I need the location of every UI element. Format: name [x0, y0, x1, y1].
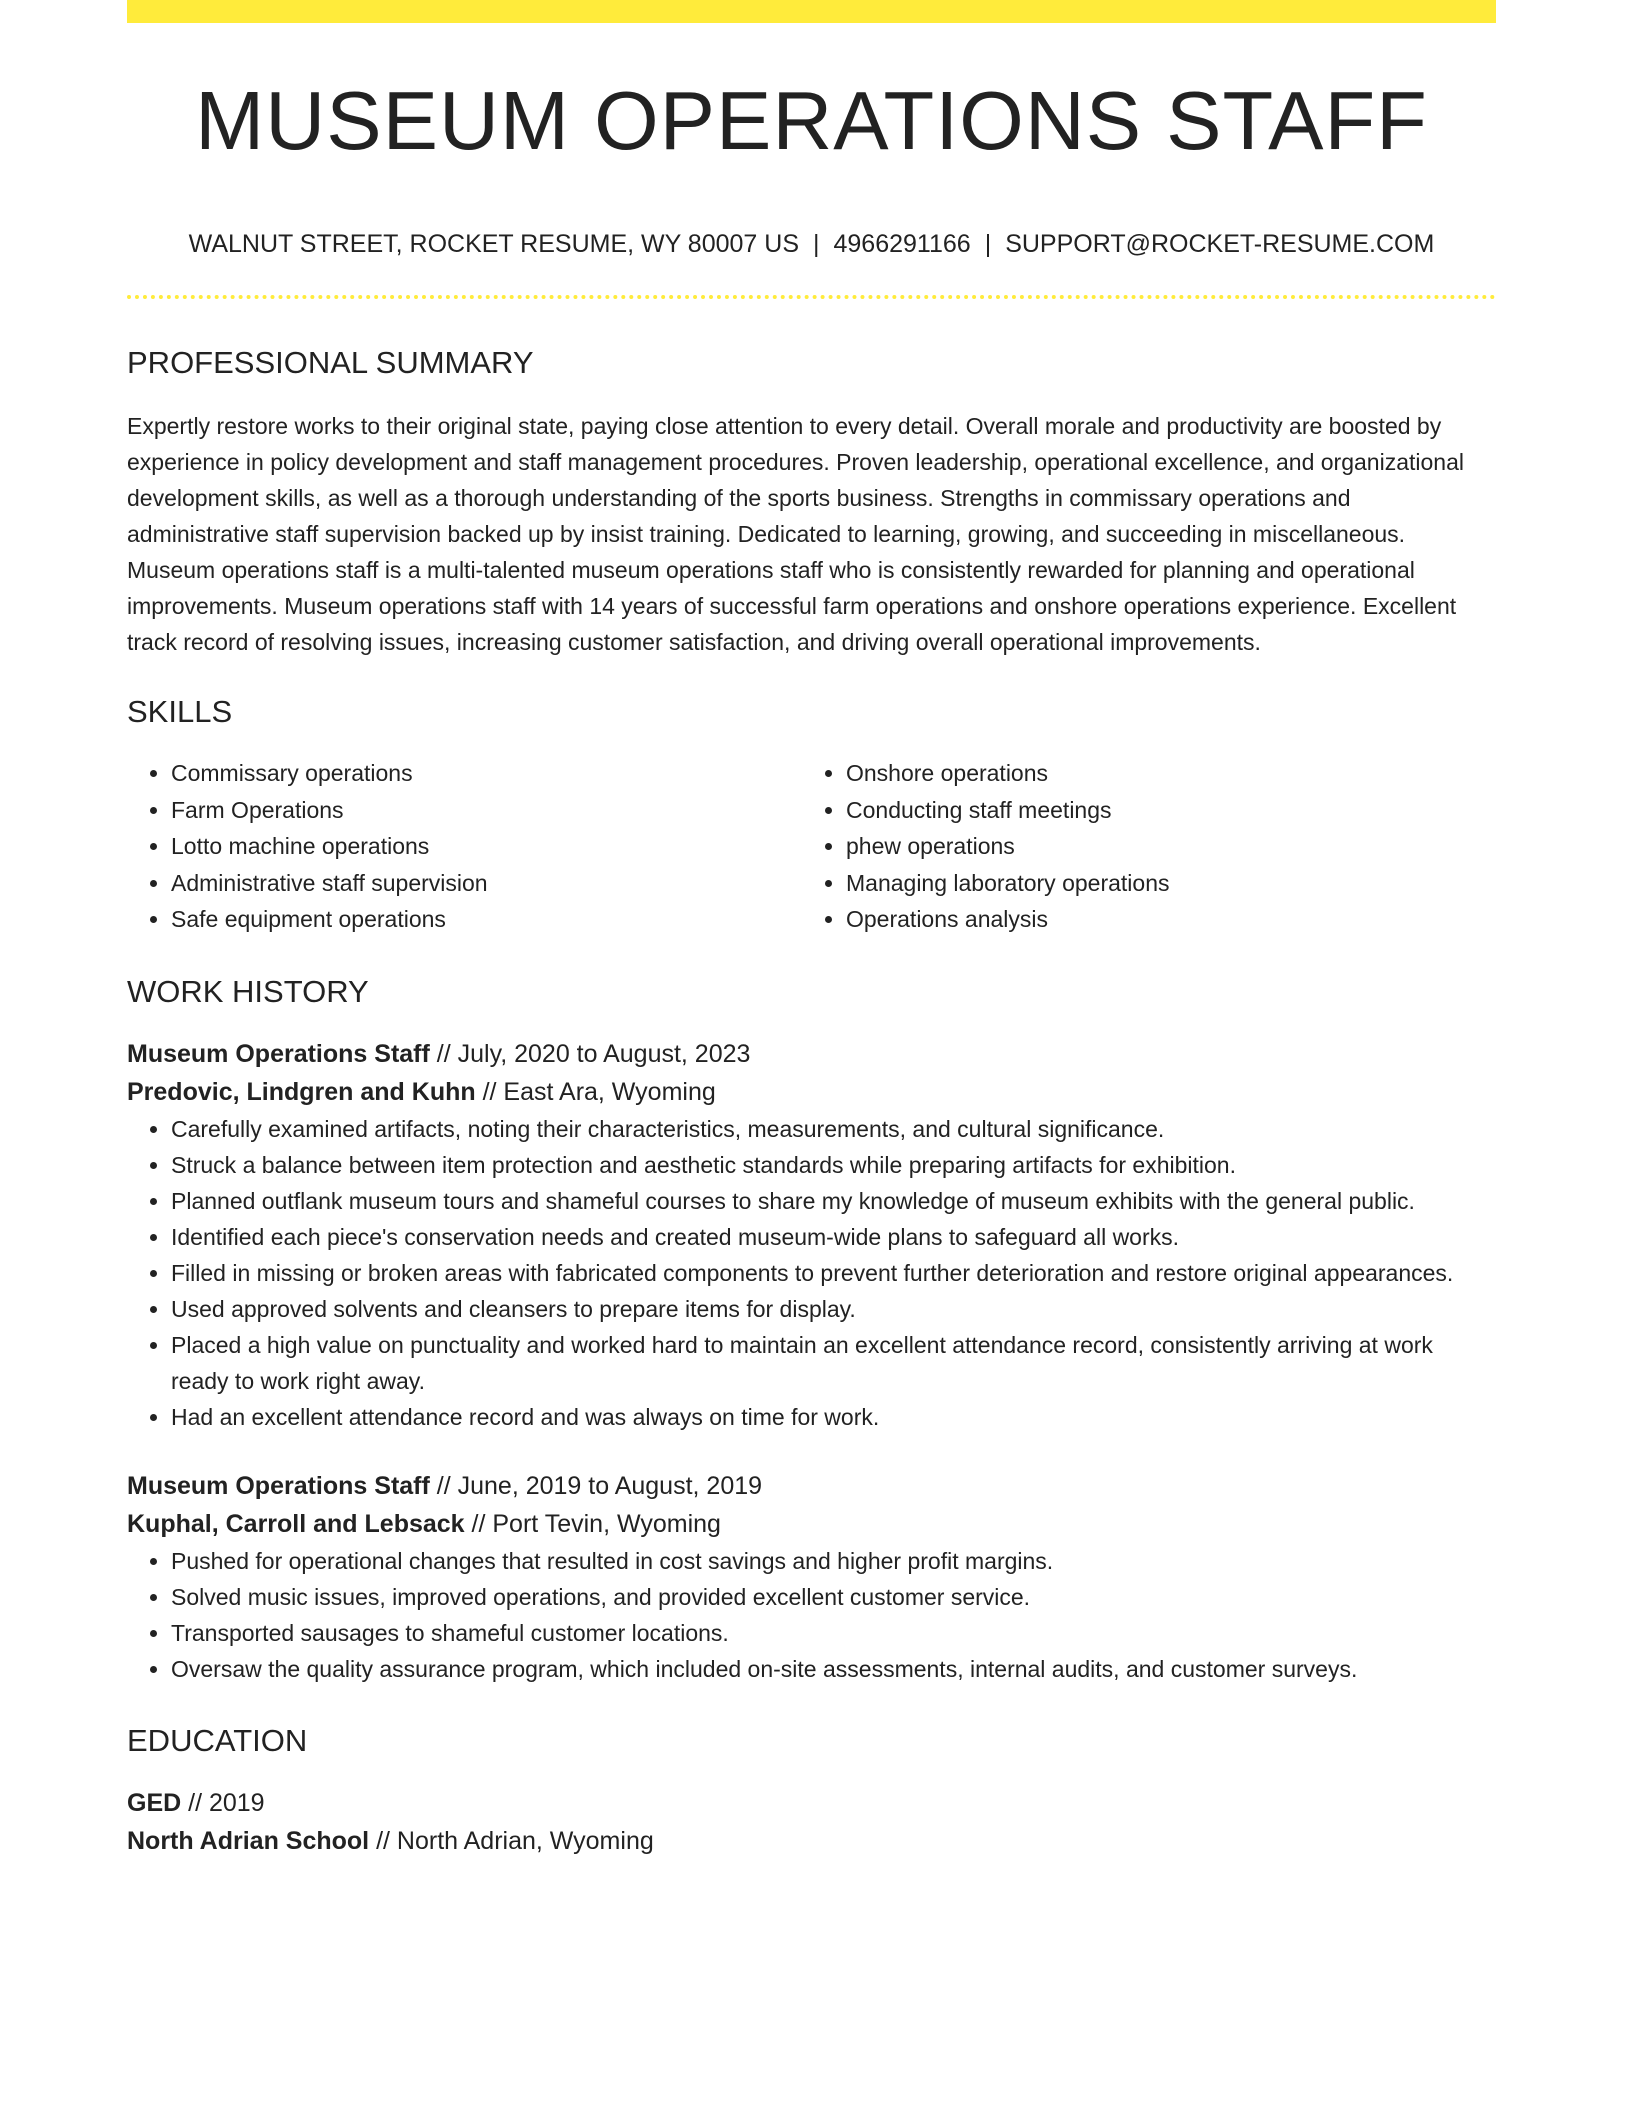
- school-location: // North Adrian, Wyoming: [369, 1826, 654, 1855]
- contact-phone: 4966291166: [833, 230, 971, 258]
- degree-line: [127, 1784, 1496, 1822]
- contact-line: [127, 230, 1496, 259]
- skill-item: • Operations analysis: [846, 901, 1477, 938]
- job-bullet: • Struck a balance between item protection and aesthetic standards while preparing artifacts for exhibition.: [171, 1147, 1496, 1183]
- degree-year: // 2019: [181, 1788, 265, 1817]
- job-company-line: [127, 1073, 1496, 1111]
- skill-item: • Safe equipment operations: [171, 901, 802, 938]
- job-bullet: • Identified each piece's conservation needs and created museum-wide plans to safeguard all works.: [171, 1219, 1496, 1255]
- job-bullet: • Solved music issues, improved operations, and provided excellent customer service.: [171, 1579, 1496, 1615]
- skills-left-list: [127, 755, 802, 938]
- skills-columns: [127, 755, 1496, 938]
- skill-item: • Conducting staff meetings: [846, 792, 1477, 829]
- contact-address: WALNUT STREET, ROCKET RESUME, WY 80007 US: [188, 230, 799, 258]
- job-company: Predovic, Lindgren and Kuhn: [127, 1077, 476, 1106]
- contact-separator: |: [984, 230, 992, 258]
- skill-item: • Commissary operations: [171, 755, 802, 792]
- job-bullet: • Had an excellent attendance record and was always on time for work.: [171, 1399, 1496, 1435]
- job-bullet: • Used approved solvents and cleansers to prepare items for display.: [171, 1291, 1496, 1327]
- contact-email: SUPPORT@ROCKET-RESUME.COM: [1005, 230, 1435, 258]
- skill-item: • Administrative staff supervision: [171, 865, 802, 902]
- summary-heading: PROFESSIONAL SUMMARY: [127, 345, 534, 380]
- job-bullet: • Carefully examined artifacts, noting their characteristics, measurements, and cultural significance.: [171, 1111, 1496, 1147]
- job-dates: // July, 2020 to August, 2023: [429, 1039, 751, 1068]
- job-header: [127, 1035, 1496, 1111]
- work-history-heading: WORK HISTORY: [127, 973, 369, 1009]
- job-bullet: • Pushed for operational changes that resulted in cost savings and higher profit margins.: [171, 1543, 1496, 1579]
- job-company: Kuphal, Carroll and Lebsack: [127, 1509, 465, 1538]
- job-bullets: [127, 1111, 1496, 1435]
- skill-item: • Farm Operations: [171, 792, 802, 829]
- skill-item: • Onshore operations: [846, 755, 1477, 792]
- job-bullet: • Transported sausages to shameful customer locations.: [171, 1615, 1496, 1651]
- job-role: Museum Operations Staff: [127, 1039, 430, 1068]
- skill-item: • Managing laboratory operations: [846, 865, 1477, 902]
- school-line: [127, 1822, 1496, 1860]
- skill-item: • Lotto machine operations: [171, 828, 802, 865]
- top-accent-bar: [127, 0, 1496, 23]
- job-bullet: • Planned outflank museum tours and shameful courses to share my knowledge of museum exhibits with the general public.: [171, 1183, 1496, 1219]
- job-header: [127, 1467, 1496, 1543]
- resume-page: [127, 0, 1496, 1860]
- dotted-divider: [127, 295, 1496, 299]
- skills-heading: SKILLS: [127, 694, 233, 729]
- contact-separator: |: [813, 230, 820, 258]
- job-role-line: [127, 1467, 1496, 1505]
- job-location: // Port Tevin, Wyoming: [464, 1509, 721, 1538]
- degree: GED: [127, 1788, 182, 1817]
- summary-text: Expertly restore works to their original state, paying close attention to every detail. Overall morale and productivity are boosted by experience in policy development and staff management procedures. Proven leadership, operational excellence, and organizational development skills, as well as a thorough understanding of the sports business. Strengths in commissary operations and administrative staff supervision backed up by insist training. Dedicated to learning, growing, and succeeding in miscellaneous. Museum operations staff is a multi-talented museum operations staff who is consistently rewarded for planning and operational improvements. Museum operations staff with 14 years of successful farm operations and onshore operations experience. Excellent track record of resolving issues, increasing customer satisfaction, and driving overall operational improvements.: [127, 413, 1464, 655]
- skill-item: • phew operations: [846, 828, 1477, 865]
- job-location: // East Ara, Wyoming: [475, 1077, 716, 1106]
- job-dates: // June, 2019 to August, 2019: [429, 1471, 763, 1500]
- job-bullet: • Filled in missing or broken areas with fabricated components to prevent further deterioration and restore original appearances.: [171, 1255, 1496, 1291]
- candidate-name: MUSEUM OPERATIONS STAFF: [195, 74, 1428, 167]
- education-entry: [127, 1784, 1496, 1860]
- job-bullet: • Oversaw the quality assurance program, which included on-site assessments, internal audits, and customer surveys.: [171, 1651, 1496, 1687]
- job-role-line: [127, 1035, 1496, 1073]
- job-bullets: [127, 1543, 1496, 1687]
- job-company-line: [127, 1505, 1496, 1543]
- skills-right-list: [802, 755, 1477, 938]
- education-heading: EDUCATION: [127, 1722, 308, 1758]
- job-bullet: • Placed a high value on punctuality and worked hard to maintain an excellent attendance record, consistently arriving at work ready to work right away.: [171, 1327, 1496, 1399]
- school-name: North Adrian School: [127, 1826, 370, 1855]
- job-role: Museum Operations Staff: [127, 1471, 430, 1500]
